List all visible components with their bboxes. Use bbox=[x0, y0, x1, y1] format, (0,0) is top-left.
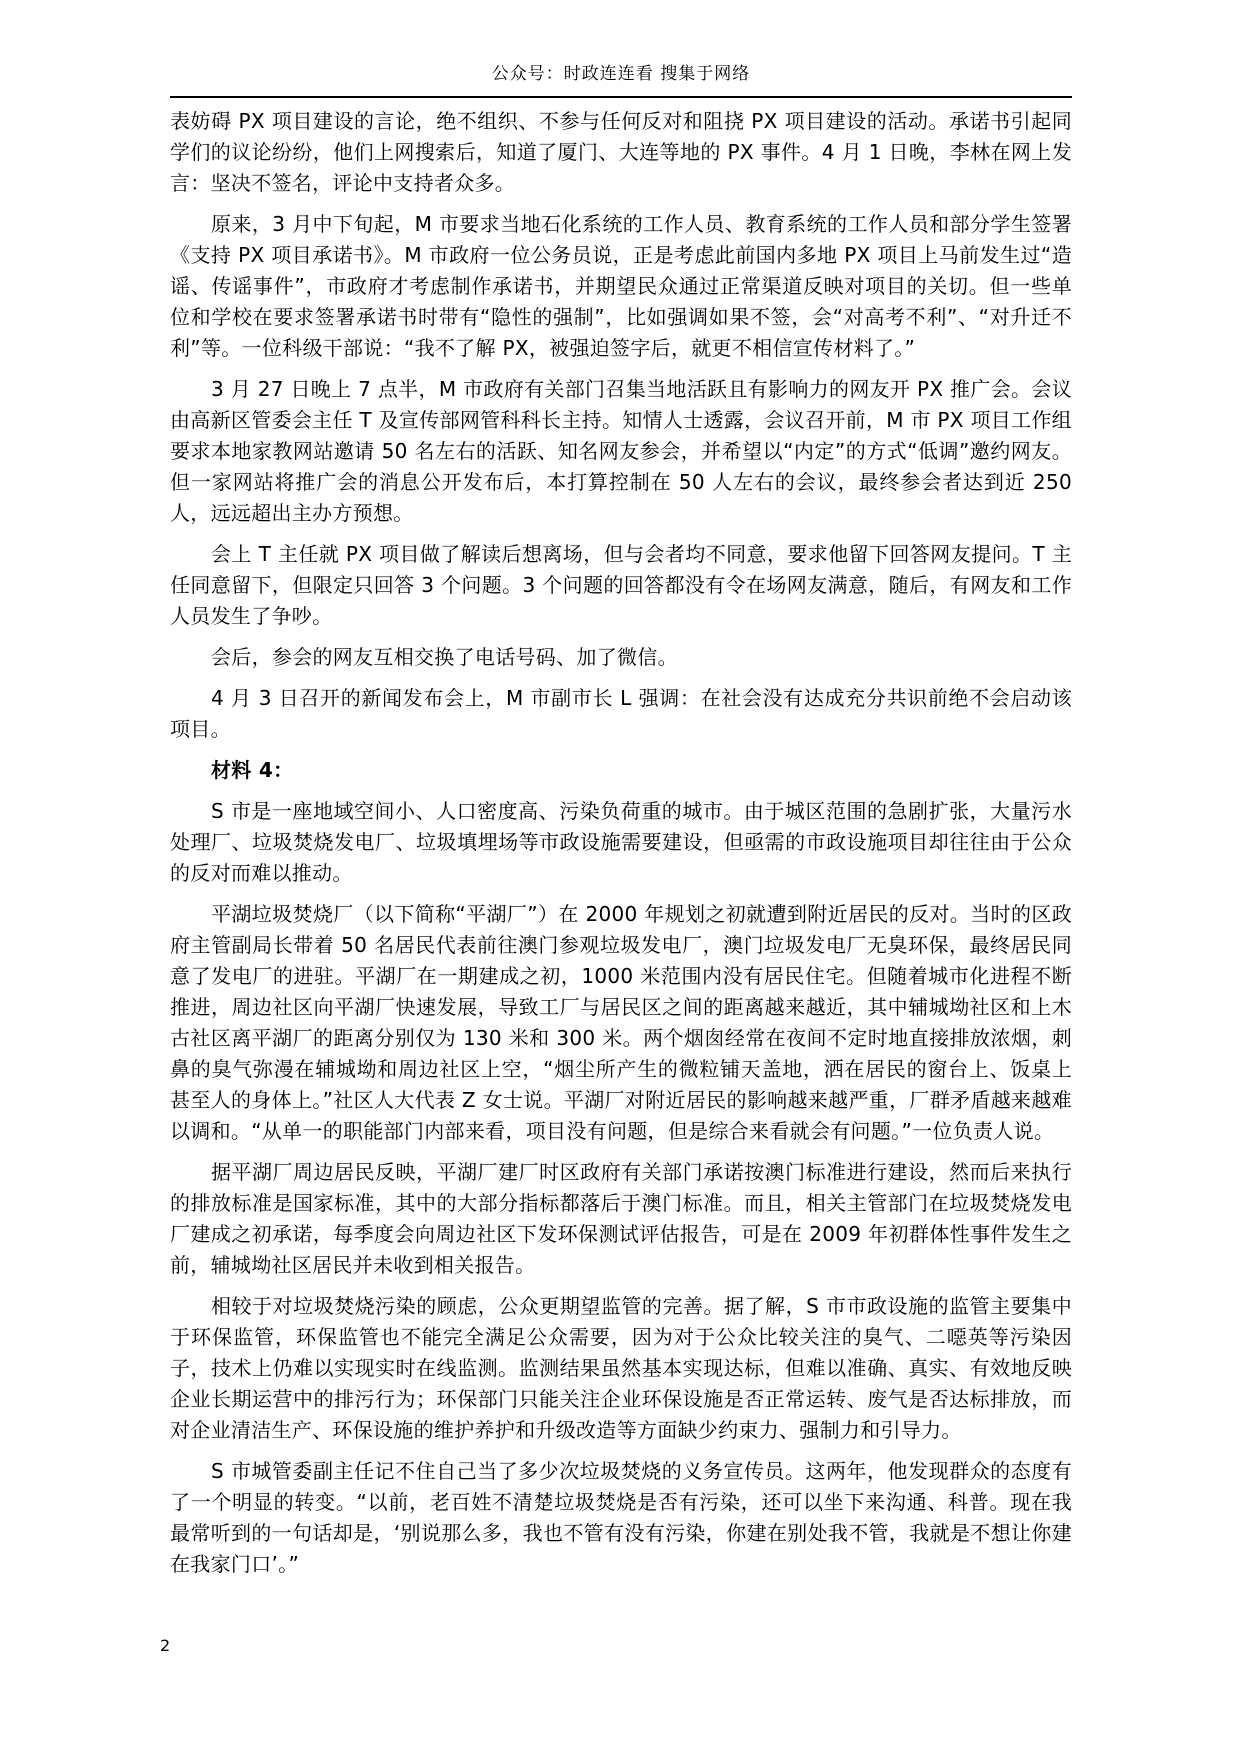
paragraph: S 市城管委副主任记不住自己当了多少次垃圾焚烧的义务宣传员。这两年，他发现群众的态度有了一个明显的转变。“以前，老百姓不清楚垃圾焚烧是否有污染，还可以坐下来沟通、科普。现在我最常听到的一句话却是，‘别说那么多，我也不管有没有污染，你建在别处我不管，我就是不想让你建在我家门口’。” bbox=[170, 1459, 1072, 1576]
paragraph: S 市是一座地域空间小、人口密度高、污染负荷重的城市。由于城区范围的急剧扩张，大量污水处理厂、垃圾焚烧发电厂、垃圾填埋场等市政设施需要建设，但亟需的市政设施项目却往往由于公众的反对而难以推动。 bbox=[170, 799, 1072, 885]
paragraph: 3 月 27 日晚上 7 点半，M 市政府有关部门召集当地活跃且有影响力的网友开 PX 推广会。会议由高新区管委会主任 T 及宣传部网管科科长主持。知情人士透露，会议召开前，M 市 PX 项目工作组要求本地家教网站邀请 50 名左右的活跃、知名网友参会，并希望以“内定”的方式“低调”邀约网友。但一家网站将推广会的消息公开发布后，本打算控制在 50 人左右的会议，最终参会者达到近 250 人，远远超出主办方预想。 bbox=[170, 377, 1072, 525]
page-number: 2 bbox=[160, 1636, 171, 1655]
paragraph: 平湖垃圾焚烧厂（以下简称“平湖厂”）在 2000 年规划之初就遭到附近居民的反对。当时的区政府主管副局长带着 50 名居民代表前往澳门参观垃圾发电厂，澳门垃圾发电厂无臭环保，最终居民同意了发电厂的进驻。平湖厂在一期建成之初，1000 米范围内没有居民住宅。但随着城市化进程不断推进，周边社区向平湖厂快速发展，导致工厂与居民区之间的距离越来越近，其中辅城坳社区和上木古社区离平湖厂的距离分别仅为 130 米和 300 米。两个烟囱经常在夜间不定时地直接排放浓烟，刺鼻的臭气弥漫在辅城坳和周边社区上空，“烟尘所产生的微粒铺天盖地，洒在居民的窗台上、饭桌上甚至人的身体上。”社区人大代表 Z 女士说。平湖厂对附近居民的影响越来越严重，厂群矛盾越来越难以调和。“从单一的职能部门内部来看，项目没有问题，但是综合来看就会有问题。”一位负责人说。 bbox=[170, 902, 1072, 1143]
paragraph: 原来，3 月中下旬起，M 市要求当地石化系统的工作人员、教育系统的工作人员和部分学生签署《支持 PX 项目承诺书》。M 市政府一位公务员说，正是考虑此前国内多地 PX 项目上马前发生过“造谣、传谣事件”，市政府才考虑制作承诺书，并期望民众通过正常渠道反映对项目的关切。但一些单位和学校在要求签署承诺书时带有“隐性的强制”，比如强调如果不签，会“对高考不利”、“对升迁不利”等。一位科级干部说：“我不了解 PX，被强迫签字后，就更不相信宣传材料了。” bbox=[170, 212, 1072, 360]
paragraph: 相较于对垃圾焚烧污染的顾虑，公众更期望监管的完善。据了解，S 市市政设施的监管主要集中于环保监管，环保监管也不能完全满足公众需要，因为对于公众比较关注的臭气、二噁英等污染因子，技术上仍难以实现实时在线监测。监测结果虽然基本实现达标，但难以准确、真实、有效地反映企业长期运营中的排污行为；环保部门只能关注企业环保设施是否正常运转、废气是否达标排放，而对企业清洁生产、环保设施的维护养护和升级改造等方面缺少约束力、强制力和引导力。 bbox=[170, 1294, 1072, 1442]
document-body bbox=[170, 106, 1072, 1590]
paragraph: 会后，参会的网友互相交换了电话号码、加了微信。 bbox=[211, 645, 678, 669]
paragraph: 会上 T 主任就 PX 项目做了解读后想离场，但与会者均不同意，要求他留下回答网友提问。T 主任同意留下，但限定只回答 3 个问题。3 个问题的回答都没有令在场网友满意，随后，有网友和工作人员发生了争吵。 bbox=[170, 542, 1072, 628]
paragraph: 据平湖厂周边居民反映，平湖厂建厂时区政府有关部门承诺按澳门标准进行建设，然而后来执行的排放标准是国家标准，其中的大部分指标都落后于澳门标准。而且，相关主管部门在垃圾焚烧发电厂建成之初承诺，每季度会向周边社区下发环保测试评估报告，可是在 2009 年初群体性事件发生之前，辅城坳社区居民并未收到相关报告。 bbox=[170, 1160, 1072, 1277]
section-title: 材料 4： bbox=[211, 758, 294, 782]
paragraph-continuation: 表妨碍 PX 项目建设的言论，绝不组织、不参与任何反对和阻挠 PX 项目建设的活动。承诺书引起同学们的议论纷纷，他们上网搜索后，知道了厦门、大连等地的 PX 事件。4 月 1 日晚，李林在网上发言：坚决不签名，评论中支持者众多。 bbox=[170, 109, 1072, 195]
paragraph: 4 月 3 日召开的新闻发布会上，M 市副市长 L 强调：在社会没有达成充分共识前绝不会启动该项目。 bbox=[170, 686, 1072, 741]
page-header: 公众号：时政连连看 搜集于网络 bbox=[170, 58, 1072, 98]
